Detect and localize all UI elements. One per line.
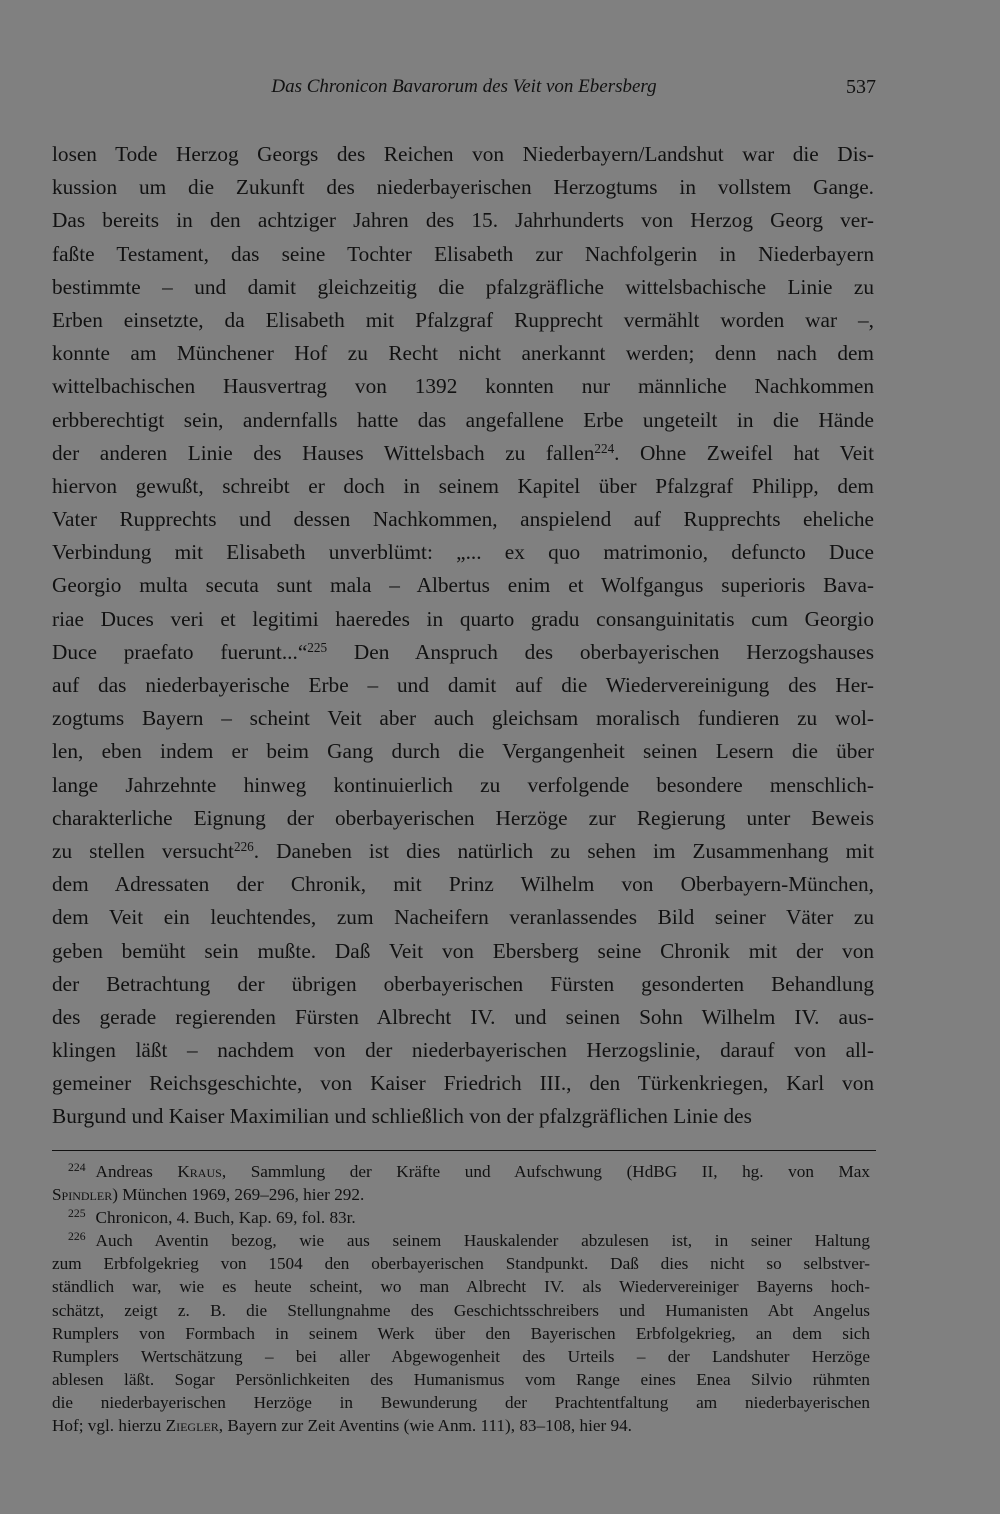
line-text: gemeiner Reichsgeschichte, von Kaiser Friedrich III., den Türkenkriegen, Karl von	[52, 1071, 874, 1096]
body-line	[52, 968, 874, 1001]
line-text: Vater Rupprechts und dessen Nachkommen, anspielend auf Rupprechts eheliche	[52, 507, 874, 532]
footnote-text: , Bayern zur Zeit Aventins (wie Anm. 111), 83–108, hier 94.	[218, 1416, 632, 1436]
line-text: Duce praefato fuerunt...“	[52, 639, 308, 664]
footnote-line	[52, 1160, 870, 1183]
footnote-text: ständlich war, wie es heute scheint, wo man Albrecht IV. als Wiedervereiniger Bayerns hoch-	[52, 1277, 870, 1297]
footnote-text: die niederbayerischen Herzöge in Bewunderung der Prachtentfaltung am niederbayerischen	[52, 1392, 870, 1412]
line-text: geben bemüht sein mußte. Daß Veit von Ebersberg seine Chronik mit der von	[52, 938, 874, 963]
line-text: hiervon gewußt, schreibt er doch in seinem Kapitel über Pfalzgraf Philipp, dem	[52, 473, 874, 498]
body-line	[52, 868, 874, 901]
body-line	[52, 669, 874, 702]
running-title: Das Chronicon Bavarorum des Veit von Ebersberg	[271, 76, 657, 97]
footnote-text: Rumplers von Formbach in seinem Werk über den Bayerischen Erbfolgekrieg, an dem sich	[52, 1323, 870, 1343]
footnote-line	[52, 1206, 870, 1229]
author-name: Ziegler	[165, 1416, 219, 1436]
footnote-line	[52, 1299, 870, 1322]
body-line	[52, 935, 874, 968]
line-text: . Ohne Zweifel hat Veit	[614, 440, 874, 465]
footnote-line	[52, 1391, 870, 1414]
footnote-number: 225	[68, 1206, 86, 1220]
footnote-line	[52, 1275, 870, 1298]
body-line	[52, 735, 874, 768]
line-text: des gerade regierenden Fürsten Albrecht IV. und seinen Sohn Wilhelm IV. aus-	[52, 1004, 874, 1029]
body-line	[52, 503, 874, 536]
author-name: Kraus	[177, 1162, 222, 1181]
footnote-text: schätzt, zeigt z. B. die Stellungnahme des Geschichtsschreibers und Humanisten Abt Angelus	[52, 1300, 870, 1320]
line-text: erbberechtigt sein, andernfalls hatte das angefallene Erbe ungeteilt in die Hände	[52, 407, 874, 432]
line-text: der anderen Linie des Hauses Wittelsbach zu fallen	[52, 440, 595, 465]
body-line	[52, 437, 874, 470]
body-line	[52, 337, 874, 370]
body-line	[52, 470, 874, 503]
body-line	[52, 370, 874, 403]
body-line	[52, 702, 874, 735]
line-text: zu stellen versucht	[52, 838, 234, 863]
line-text: riae Duces veri et legitimi haeredes in quarto gradu consanguinitatis cum Georgio	[52, 606, 874, 631]
line-text: dem Veit ein leuchtendes, zum Nacheifern veranlassendes Bild seiner Väter zu	[52, 905, 874, 930]
line-text: Erben einsetzte, da Elisabeth mit Pfalzgraf Rupprecht vermählt worden war –,	[52, 307, 874, 332]
author-name: Spindler	[52, 1185, 113, 1205]
line-text: lange Jahrzehnte hinweg kontinuierlich zu verfolgende besondere menschlich-	[52, 772, 874, 797]
footnote-line	[52, 1229, 870, 1252]
line-text: Verbindung mit Elisabeth unverblümt: „... ex quo matrimonio, defuncto Duce	[52, 540, 874, 565]
body-line	[52, 304, 874, 337]
line-text: . Daneben ist dies natürlich zu sehen im Zusammenhang mit	[253, 838, 874, 863]
line-text: charakterliche Eignung der oberbayerischen Herzöge zur Regierung unter Beweis	[52, 805, 874, 830]
footnote-text: Rumplers Wertschätzung – bei aller Abgewogenheit des Urteils – der Landshuter Herzöge	[52, 1346, 870, 1366]
body-text	[52, 138, 874, 1134]
footnote-reference[interactable]: 224	[594, 440, 615, 456]
footnote-line	[52, 1345, 870, 1368]
line-text: kussion um die Zukunft des niederbayerischen Herzogtums in vollstem Gange.	[52, 175, 874, 200]
body-line	[52, 603, 874, 636]
footnote-line	[52, 1368, 870, 1391]
line-text: Burgund und Kaiser Maximilian und schließlich von der pfalzgräflichen Linie des	[52, 1104, 752, 1129]
line-text: dem Adressaten der Chronik, mit Prinz Wilhelm von Oberbayern-München,	[52, 872, 874, 897]
footnote-number: 224	[68, 1160, 86, 1174]
body-line	[52, 1034, 874, 1067]
footnote-line	[52, 1252, 870, 1275]
body-line	[52, 1067, 874, 1100]
line-text: auf das niederbayerische Erbe – und damit auf die Wiedervereinigung des Her-	[52, 673, 874, 697]
footnote-number: 226	[68, 1229, 86, 1243]
line-text: losen Tode Herzog Georgs des Reichen von Niederbayern/Landshut war die Dis-	[52, 142, 874, 166]
body-line	[52, 802, 874, 835]
line-text: faßte Testament, das seine Tochter Elisabeth zur Nachfolgerin in Niederbayern	[52, 241, 874, 266]
footnotes	[52, 1160, 870, 1437]
line-text: bestimmte – und damit gleichzeitig die pfalzgräfliche wittelsbachische Linie zu	[52, 274, 874, 299]
line-text: zogtums Bayern – scheint Veit aber auch gleichsam moralisch fundieren zu wol-	[52, 706, 874, 731]
footnote-line	[52, 1414, 870, 1437]
body-line	[52, 569, 874, 602]
footnote-226	[52, 1229, 870, 1437]
footnote-text: ) München 1969, 269–296, hier 292.	[112, 1185, 365, 1205]
footnote-text: Auch Aventin bezog, wie aus seinem Hauskalender abzulesen ist, in seiner Haltung	[95, 1231, 870, 1251]
body-line	[52, 769, 874, 802]
footnote-225	[52, 1206, 870, 1229]
line-text: klingen läßt – nachdem von der niederbayerischen Herzogslinie, darauf von all-	[52, 1038, 874, 1063]
line-text: konnte am Münchener Hof zu Recht nicht anerkannt werden; denn nach dem	[52, 341, 874, 366]
line-text: Den Anspruch des oberbayerischen Herzogshauses	[327, 639, 874, 664]
running-head	[52, 72, 876, 102]
body-line	[52, 901, 874, 934]
footnote-text: zum Erbfolgekrieg von 1504 den oberbayerischen Standpunkt. Daß dies nicht so selbstver-	[52, 1254, 870, 1274]
footnote-line	[52, 1322, 870, 1345]
body-line	[52, 536, 874, 569]
body-line	[52, 238, 874, 271]
page-number: 537	[846, 76, 876, 98]
footnote-text: Chronicon, 4. Buch, Kap. 69, fol. 83r.	[95, 1208, 356, 1228]
footnote-reference[interactable]: 225	[307, 639, 328, 655]
line-text: len, eben indem er beim Gang durch die Vergangenheit seinen Lesern die über	[52, 739, 874, 764]
footnote-text: Andreas	[95, 1162, 178, 1181]
line-text: Georgio multa secuta sunt mala – Albertus enim et Wolfgangus superioris Bava-	[52, 573, 874, 598]
body-line	[52, 271, 874, 304]
footnote-text: , Sammlung der Kräfte und Aufschwung (HdBG II, hg. von Max	[221, 1162, 870, 1181]
line-text: der Betrachtung der übrigen oberbayerischen Fürsten gesonderten Behandlung	[52, 971, 874, 996]
line-text: wittelbachischen Hausvertrag von 1392 konnten nur männliche Nachkommen	[52, 374, 874, 399]
body-line	[52, 636, 874, 669]
body-line	[52, 835, 874, 868]
footnote-separator	[52, 1150, 876, 1151]
footnote-reference[interactable]: 226	[233, 838, 254, 854]
footnote-text: Hof; vgl. hierzu	[52, 1416, 166, 1436]
body-line	[52, 404, 874, 437]
body-line	[52, 1100, 874, 1133]
footnote-text: ablesen läßt. Sogar Persönlichkeiten des Humanismus vom Range eines Enea Silvio rühmten	[52, 1369, 870, 1389]
footnote-line	[52, 1183, 870, 1206]
line-text: Das bereits in den achtziger Jahren des 15. Jahrhunderts von Herzog Georg ver-	[52, 208, 874, 233]
footnote-224	[52, 1160, 870, 1206]
body-line	[52, 171, 874, 204]
body-line	[52, 204, 874, 237]
body-line	[52, 1001, 874, 1034]
body-line	[52, 138, 874, 171]
